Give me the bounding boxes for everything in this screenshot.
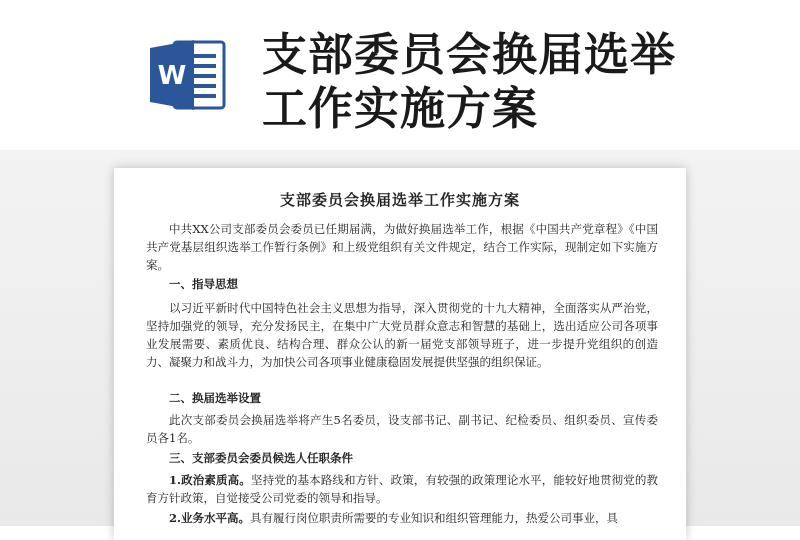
document-page — [114, 168, 686, 540]
section-body-2: 此次支部委员会换届选举将产生5名委员，设支部书记、副书记、纪检委员、组织委员、宣传委员各1名。 — [146, 413, 658, 445]
document-title: 支部委员会换届选举工作实施方案 — [279, 191, 520, 209]
condition-item-1-lead: 1.政治素质高。 — [169, 473, 251, 487]
section-heading-1: 一、指导思想 — [169, 277, 238, 291]
banner-title-line2: 工作实施方案 — [262, 82, 539, 135]
intro-paragraph: 中共XX公司支部委员会委员已任期届满，为做好换届选举工作，根据《中国共产党章程》《中国共产党基层组织选举工作暂行条例》和上级党组织有关文件规定，结合工作实际，现制定如下实施方案。 — [146, 222, 658, 272]
banner-title — [262, 28, 782, 136]
condition-item-2 — [146, 509, 658, 527]
banner-title-line1: 支部委员会换届选举 — [262, 28, 677, 81]
condition-item-2-body: 具有履行岗位职责所需要的专业知识和组织管理能力，热爱公司事业，具 — [250, 511, 619, 525]
condition-item-2-lead: 2.业务水平高。 — [169, 511, 251, 525]
condition-item-1 — [146, 471, 658, 507]
section-heading-3: 三、支部委员会委员候选人任职条件 — [169, 451, 353, 465]
condition-item-1-body: 坚持党的基本路线和方针、政策，有较强的政策理论水平，能较好地贯彻党的教育方针政策，自觉接受公司党委的领导和指导。 — [146, 473, 658, 505]
svg-text:W: W — [157, 61, 187, 91]
section-heading-2: 二、换届选举设置 — [169, 391, 261, 405]
banner — [0, 0, 800, 150]
word-document-icon — [150, 36, 226, 114]
section-body-1: 以习近平新时代中国特色社会主义思想为指导，深入贯彻党的十九大精神，全面落实从严治党，坚持加强党的领导，充分发扬民主，在集中广大党员群众意志和智慧的基础上，选出适应公司各项事业发展需要、素质优良、结构合理、群众公认的新一届党支部领导班子，进一步提升党组织的创造力、凝聚力和战斗力，为加快公司各项事业健康稳固发展提供坚强的组织保证。 — [146, 301, 658, 369]
